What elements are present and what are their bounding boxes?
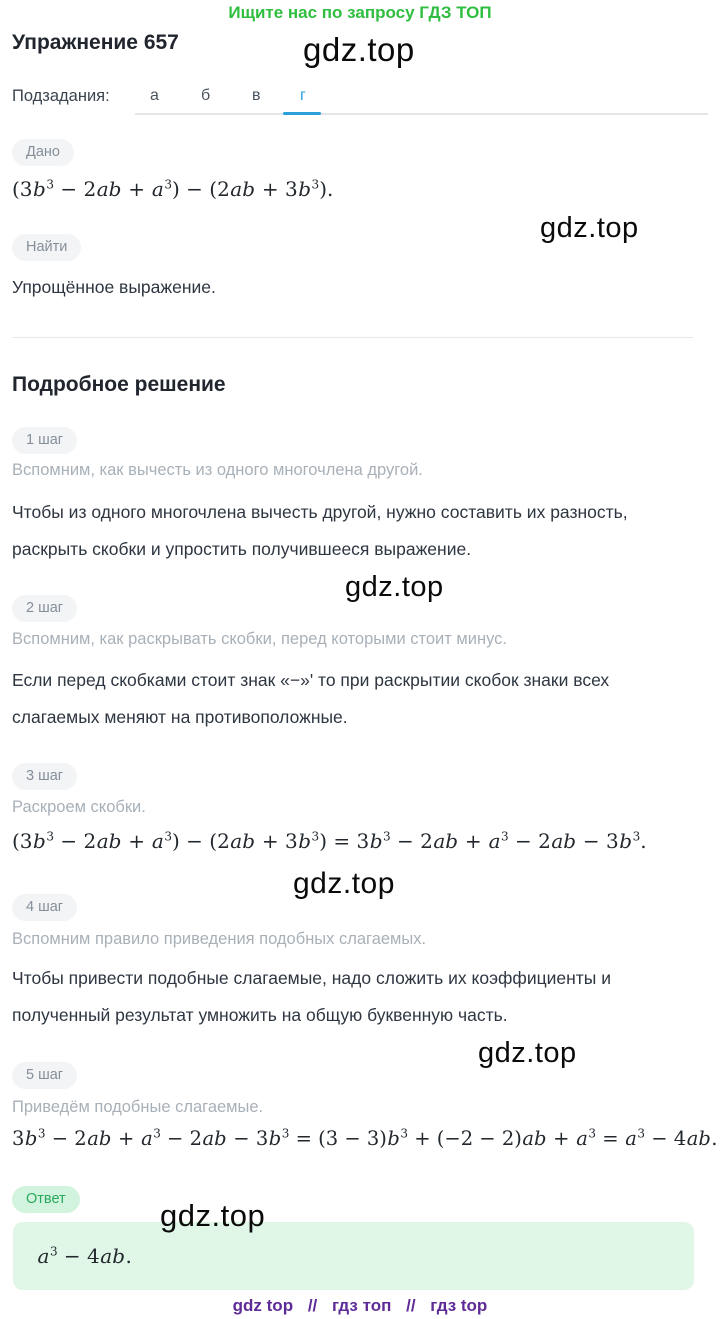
footer-separator: // bbox=[307, 1296, 318, 1315]
watermark-gdz-top: gdz.top bbox=[345, 571, 444, 603]
watermark-gdz-top: gdz.top bbox=[540, 212, 639, 244]
given-badge: Дано bbox=[12, 139, 74, 166]
step-3-formula: $(3b^3 - 2ab + a^3) - (2ab + 3b^3) = 3b^3 - 2ab + a^3 - 2ab - 3b^3$. bbox=[12, 829, 647, 853]
page-title: Упражнение 657 bbox=[12, 31, 179, 54]
answer-badge: Ответ bbox=[12, 1186, 80, 1213]
step-3-badge: 3 шаг bbox=[12, 763, 77, 790]
tab-subtask-b[interactable]: б bbox=[201, 87, 211, 104]
step-5-formula: $3b^3 - 2ab + a^3 - 2ab - 3b^3 = (3 - 3)b^3 + (-2 - 2)ab + a^3 = a^3 - 4ab$. bbox=[12, 1126, 718, 1150]
tab-subtask-a[interactable]: а bbox=[150, 87, 159, 104]
step-2-hint: Вспомним, как раскрывать скобки, перед которыми стоит минус. bbox=[12, 630, 507, 648]
step-5-badge: 5 шаг bbox=[12, 1062, 77, 1089]
answer-box bbox=[13, 1222, 694, 1290]
step-3-hint: Раскроем скобки. bbox=[12, 798, 146, 816]
promo-banner: Ищите нас по запросу ГДЗ ТОП bbox=[228, 3, 492, 22]
watermark-gdz-top: gdz.top bbox=[160, 1198, 266, 1233]
step-2-text: Если перед скобками стоит знак «−»' то при раскрытии скобок знаки всех слагаемых меняют на противоположные. bbox=[12, 670, 610, 727]
step-1-text: Чтобы из одного многочлена вычесть другой, нужно составить их разность, раскрыть скобки и упростить получившееся выражение. bbox=[12, 502, 628, 559]
step-4-hint: Вспомним правило приведения подобных слагаемых. bbox=[12, 930, 427, 948]
find-badge: Найти bbox=[12, 234, 81, 261]
answer-formula: $a^3 - 4ab$. bbox=[37, 1244, 132, 1268]
step-4-text: Чтобы привести подобные слагаемые, надо сложить их коэффициенты и полученный результат умножить на общую буквенную часть. bbox=[12, 968, 612, 1025]
tabs-track bbox=[135, 113, 708, 115]
footer-link-gdz-top-mixed[interactable]: гдз top bbox=[430, 1296, 488, 1315]
section-divider bbox=[12, 337, 693, 338]
footer-link-gdz-top-cyrillic[interactable]: гдз топ bbox=[332, 1296, 392, 1315]
watermark-gdz-top: gdz.top bbox=[478, 1037, 577, 1069]
tab-subtask-v[interactable]: в bbox=[252, 87, 261, 104]
step-5-hint: Приведём подобные слагаемые. bbox=[12, 1098, 264, 1116]
solution-heading: Подробное решение bbox=[12, 373, 226, 396]
find-text: Упрощённое выражение. bbox=[12, 277, 216, 297]
tab-active-indicator bbox=[283, 112, 321, 115]
subtasks-label: Подзадания: bbox=[12, 87, 110, 105]
footer-link-gdz-top-latin[interactable]: gdz top bbox=[232, 1296, 294, 1315]
given-formula: $(3b^3 - 2ab + a^3) - (2ab + 3b^3)$. bbox=[12, 177, 334, 201]
footer-separator: // bbox=[406, 1296, 416, 1315]
step-1-badge: 1 шаг bbox=[12, 427, 77, 454]
tab-subtask-g-active[interactable]: г bbox=[300, 87, 306, 104]
step-4-badge: 4 шаг bbox=[12, 894, 77, 921]
step-1-hint: Вспомним, как вычесть из одного многочлена другой. bbox=[12, 461, 423, 479]
watermark-gdz-top: gdz.top bbox=[303, 31, 415, 68]
footer-links bbox=[0, 1296, 720, 1316]
watermark-gdz-top: gdz.top bbox=[293, 867, 395, 900]
step-2-badge: 2 шаг bbox=[12, 595, 77, 622]
